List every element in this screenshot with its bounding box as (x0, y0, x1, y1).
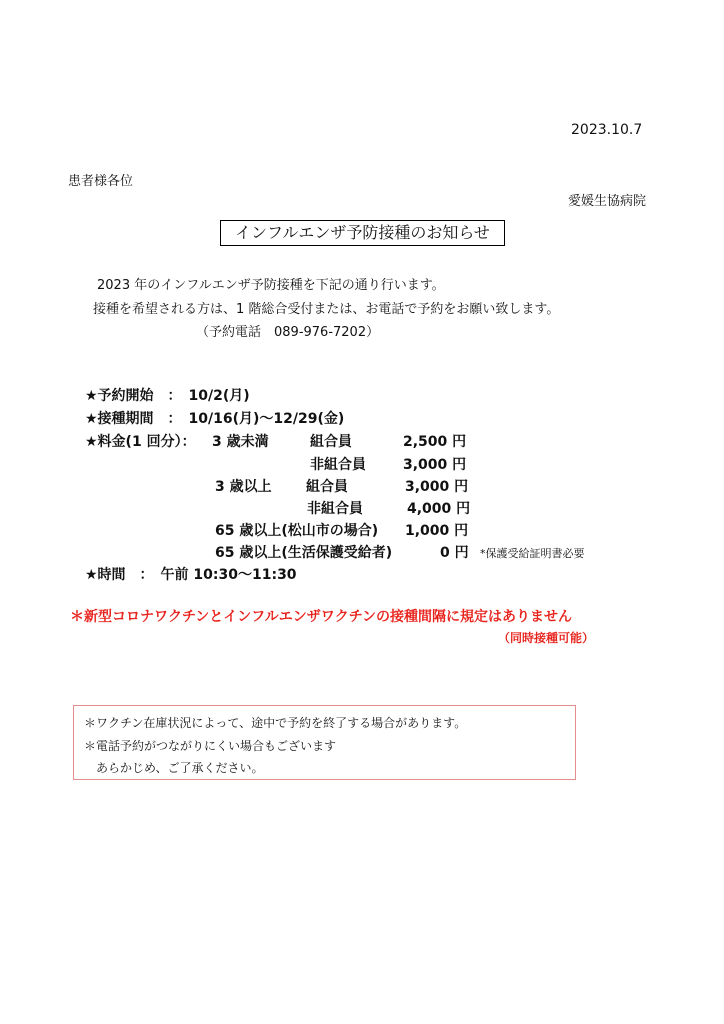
fee-price: 2,500 円 (403, 434, 467, 450)
fee-label: ★料金(1 回分）： (85, 434, 196, 450)
intro-line-1: 2023 年のインフルエンザ予防接種を下記の通り行います。 (97, 278, 445, 293)
sender-hospital: 愛媛生協病院 (568, 194, 647, 209)
fee-type: 非組合員 (310, 457, 366, 473)
fee-type: 組合員 (310, 434, 352, 450)
notice-line-2: ＊電話予約がつながりにくい場合もございます (84, 739, 337, 753)
intro-line-2: 接種を希望される方は、1 階総合受付または、お電話で予約をお願い致します。 (93, 302, 560, 317)
fee-price: 4,000 円 (407, 501, 471, 517)
reservation-start: ★予約開始 ： 10/2(月) (85, 388, 250, 404)
document-date: 2023.10.7 (571, 122, 643, 138)
reservation-phone: （予約電話 089-976-7202） (196, 325, 380, 340)
vaccination-period: ★接種期間 ： 10/16(月)～12/29(金) (85, 411, 345, 427)
fee-price: 1,000 円 (405, 523, 469, 539)
fee-price: 0 円 (440, 545, 469, 561)
fee-type: 組合員 (306, 479, 348, 495)
page-title: インフルエンザ予防接種のお知らせ (220, 220, 505, 246)
simultaneous-vaccination-note: （同時接種可能） (498, 631, 595, 645)
notice-line-1: ＊ワクチン在庫状況によって、途中で予約を終了する場合があります。 (84, 716, 467, 730)
fee-age: 65 歳以上(生活保護受給者) (215, 545, 393, 561)
notice-box (73, 705, 576, 780)
notice-line-3: あらかじめ、ご了承ください。 (96, 761, 264, 775)
fee-price: 3,000 円 (403, 457, 467, 473)
fee-price: 3,000 円 (405, 479, 469, 495)
vaccination-time: ★時間 ： 午前 10:30～11:30 (85, 567, 297, 583)
fee-age: 65 歳以上(松山市の場合) (215, 523, 379, 539)
covid-interval-notice: ＊新型コロナワクチンとインフルエンザワクチンの接種間隔に規定はありません (70, 609, 573, 625)
addressee: 患者様各位 (68, 174, 134, 189)
fee-note: *保護受給証明書必要 (480, 547, 585, 560)
fee-age: 3 歳以上 (215, 479, 272, 495)
fee-type: 非組合員 (307, 501, 363, 517)
fee-age: 3 歳未満 (212, 434, 269, 450)
